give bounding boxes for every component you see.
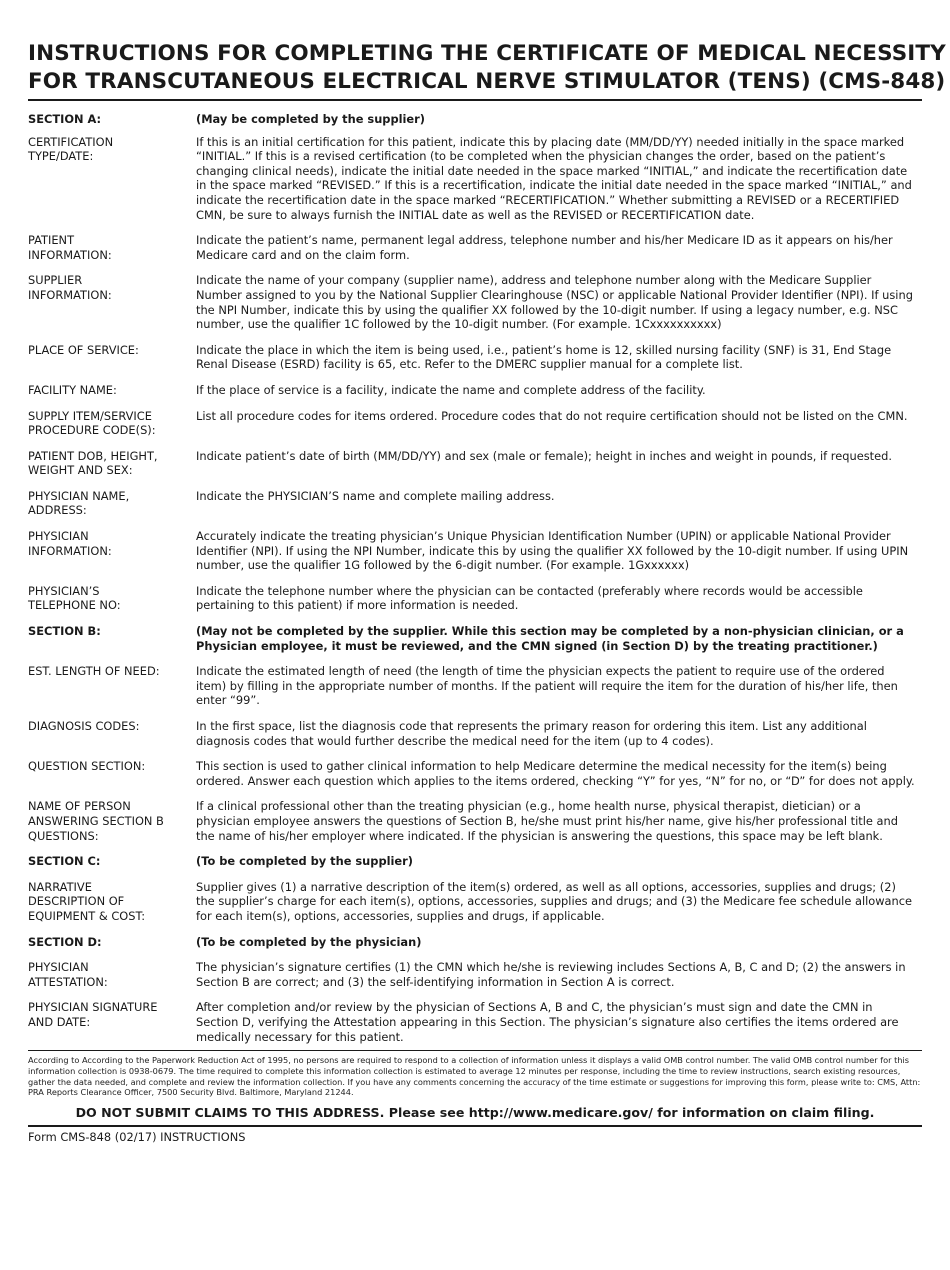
instruction-row bbox=[28, 489, 922, 518]
field-label: NARRATIVE DESCRIPTION OF EQUIPMENT & COST: bbox=[28, 879, 146, 923]
document-title bbox=[28, 40, 946, 96]
field-instruction: (To be completed by the physician) bbox=[196, 934, 422, 949]
field-instruction: Supplier gives (1) a narrative description of the item(s) ordered, as well as all options, accessories, supplies and drugs; (2) the supplier’s charge for each item(s), options, accessories, supplies and drugs; and (3) the Medicare fee schedule allowance for each item(s), options, accessories, supplies and drugs, if applicable. bbox=[196, 879, 913, 923]
field-label: EST. LENGTH OF NEED: bbox=[28, 664, 160, 679]
field-label: PATIENT DOB, HEIGHT, WEIGHT AND SEX: bbox=[28, 448, 158, 478]
instructions-page bbox=[0, 40, 950, 1270]
field-label: PLACE OF SERVICE: bbox=[28, 342, 139, 357]
instruction-row bbox=[28, 799, 922, 843]
instruction-rows bbox=[28, 112, 922, 1050]
instruction-row bbox=[28, 960, 922, 989]
field-label: DIAGNOSIS CODES: bbox=[28, 719, 140, 733]
field-instruction: Indicate the name of your company (supplier name), address and telephone number along with the Medicare Supplier Number assigned to you by the National Supplier Clearinghouse (NSC) or applicable National Provider Identifier (NPI). If using the NPI Number, indicate this by using the qualifier XX followed by the 10-digit number. If using a legacy number, e.g. NSC number, use the qualifier 1C followed by the 10-digit number. (For example. 1Cxxxxxxxxxx) bbox=[196, 273, 913, 332]
title-divider bbox=[28, 99, 922, 101]
field-instruction: Indicate the place in which the item is being used, i.e., patient’s home is 12, skilled nursing facility (SNF) is 31, End Stage Renal Disease (ESRD) facility is 65, etc. Refer to the DMERC supplier manual for a complete list. bbox=[196, 342, 892, 372]
instruction-row bbox=[28, 719, 922, 748]
field-label: FACILITY NAME: bbox=[28, 382, 117, 397]
field-label: SUPPLIER INFORMATION: bbox=[28, 273, 112, 302]
field-instruction: If the place of service is a facility, indicate the name and complete address of the facility. bbox=[196, 382, 706, 397]
field-label: SUPPLY ITEM/SERVICE PROCEDURE CODE(S): bbox=[28, 408, 156, 438]
claims-submission-notice: DO NOT SUBMIT CLAIMS TO THIS ADDRESS. Please see http://www.medicare.gov/ for information on claim filing. bbox=[75, 1104, 875, 1120]
instruction-row bbox=[28, 383, 922, 398]
field-label: PHYSICIAN INFORMATION: bbox=[28, 529, 112, 558]
field-label: PHYSICIAN’S TELEPHONE NO: bbox=[28, 583, 121, 613]
field-instruction: Indicate the PHYSICIAN’S name and complete mailing address. bbox=[196, 488, 555, 503]
field-instruction: If this is an initial certification for this patient, indicate this by placing date (MM/DD/YY) needed initially in the space marked “INITIAL.” If this is a revised certification (to be completed when the physician changes the order, based on the patient’s changing clinical needs), indicate the initial date needed in the space marked “INITIAL,” and indicate the recertification date in the space marked “REVISED.” If this is a recertification, indicate the initial date needed in the space marked “INITIAL,” and indicate the recertification date in the space marked “RECERTIFICATION.” Whether submitting a REVISED or a RECERTIFIED CMN, be sure to always furnish the INITIAL date as well as the REVISED or RECERTIFICATION date. bbox=[196, 134, 912, 222]
field-instruction: Indicate patient’s date of birth (MM/DD/YY) and sex (male or female); height in inches and weight in pounds, if requested. bbox=[196, 448, 892, 463]
field-instruction: Indicate the estimated length of need (the length of time the physician expects the patient to require use of the ordered item) by filling in the appropriate number of months. If the patient will require the item for the duration of his/her life, then enter “99”. bbox=[196, 664, 898, 708]
field-label: SECTION B: bbox=[28, 624, 101, 639]
field-instruction: Indicate the telephone number where the physician can be contacted (preferably where records would be accessible pertaining to this patient) if more information is needed. bbox=[196, 583, 863, 613]
instruction-row bbox=[28, 529, 922, 573]
form-identifier: Form CMS-848 (02/17) INSTRUCTIONS bbox=[28, 1129, 246, 1144]
section-b-heading bbox=[28, 624, 922, 653]
field-label: SECTION D: bbox=[28, 934, 102, 949]
field-label: SECTION A: bbox=[28, 112, 102, 126]
field-instruction: The physician’s signature certifies (1) the CMN which he/she is reviewing includes Sections A, B, C and D; (2) the answers in Section B are correct; and (3) the self-identifying information in Section A is correct. bbox=[196, 960, 906, 989]
instruction-row bbox=[28, 759, 922, 788]
field-label: PHYSICIAN SIGNATURE AND DATE: bbox=[28, 1000, 158, 1029]
instruction-row bbox=[28, 343, 922, 372]
instruction-row bbox=[28, 880, 922, 924]
field-instruction: In the first space, list the diagnosis code that represents the primary reason for ordering this item. List any additional diagnosis codes that would further describe the medical need for the item (up to 4 codes). bbox=[196, 719, 867, 748]
title-line-2: FOR TRANSCUTANEOUS ELECTRICAL NERVE STIMULATOR (TENS) (CMS-848) bbox=[28, 69, 946, 94]
field-instruction: Accurately indicate the treating physician’s Unique Physician Identification Number (UPIN) or applicable National Provider Identifier (NPI). If using the NPI Number, indicate this by using the qualifier XX followed by the 10-digit number. If using UPIN number, use the qualifier 1G followed by the 6-digit number. (For example. 1Gxxxxxx) bbox=[196, 529, 909, 573]
field-instruction: (May not be completed by the supplier. While this section may be completed by a non-physician clinician, or a Physician employee, it must be reviewed, and the CMN signed (in Section D) by the treating practitioner.) bbox=[196, 624, 904, 653]
field-instruction: After completion and/or review by the physician of Sections A, B and C, the physician’s must sign and date the CMN in Section D, verifying the Attestation appearing in this Section. The physician’s signature also certifies the items ordered are medically necessary for this patient. bbox=[196, 1000, 899, 1044]
instruction-row bbox=[28, 449, 922, 478]
instruction-row bbox=[28, 584, 922, 613]
field-instruction: List all procedure codes for items ordered. Procedure codes that do not require certification should not be listed on the CMN. bbox=[196, 408, 908, 423]
instruction-row bbox=[28, 664, 922, 708]
section-d-heading bbox=[28, 935, 922, 950]
section-a-heading bbox=[28, 112, 922, 127]
field-label: SECTION C: bbox=[28, 854, 101, 869]
field-label: QUESTION SECTION: bbox=[28, 759, 146, 774]
field-label: PATIENT INFORMATION: bbox=[28, 233, 112, 262]
field-label: PHYSICIAN NAME, ADDRESS: bbox=[28, 488, 130, 518]
instruction-row bbox=[28, 273, 922, 331]
field-label: PHYSICIAN ATTESTATION: bbox=[28, 960, 108, 989]
paperwork-reduction-notice: According to According to the Paperwork Reduction Act of 1995, no persons are required to respond to a collection of information unless it displays a valid OMB control number. The valid OMB control number for this information collection is 0938-0679. The time required to complete this information collection is estimated to average 12 minutes per response, including the time to review instructions, search existing resources, gather the data needed, and complete and review the information collection. If you have any comments concerning the accuracy of the time estimate or suggestions for improving this form, please write to: CMS, Attn: PRA Reports Clearance Officer, 7500 Security Blvd. Baltimore, Maryland 21244. bbox=[28, 1055, 921, 1098]
title-line-1: INSTRUCTIONS FOR COMPLETING THE CERTIFICATE OF MEDICAL NECESSITY bbox=[28, 41, 946, 66]
field-instruction: Indicate the patient’s name, permanent legal address, telephone number and his/her Medicare ID as it appears on his/her Medicare card and on the claim form. bbox=[196, 233, 893, 262]
instruction-row bbox=[28, 233, 922, 262]
footer-divider bbox=[28, 1050, 922, 1051]
field-label: NAME OF PERSON ANSWERING SECTION B QUESTIONS: bbox=[28, 799, 164, 843]
field-instruction: (May be completed by the supplier) bbox=[196, 112, 425, 126]
instruction-row bbox=[28, 1000, 922, 1044]
field-label: CERTIFICATION TYPE/DATE: bbox=[28, 134, 114, 164]
instruction-row bbox=[28, 135, 922, 223]
bottom-divider bbox=[28, 1125, 922, 1127]
instruction-row bbox=[28, 409, 922, 438]
field-instruction: If a clinical professional other than the treating physician (e.g., home health nurse, physical therapist, dietician) or a physician employee answers the questions of Section B, he/she must print his/her name, give his/her professional title and the name of his/her employer where indicated. If the physician is answering the questions, this space may be left blank. bbox=[196, 799, 898, 843]
field-instruction: This section is used to gather clinical information to help Medicare determine the medical necessity for the item(s) being ordered. Answer each question which applies to the items ordered, checking “Y” for yes, “N” for no, or “D” for does not apply. bbox=[196, 759, 915, 788]
section-c-heading bbox=[28, 854, 922, 869]
field-instruction: (To be completed by the supplier) bbox=[196, 854, 413, 869]
